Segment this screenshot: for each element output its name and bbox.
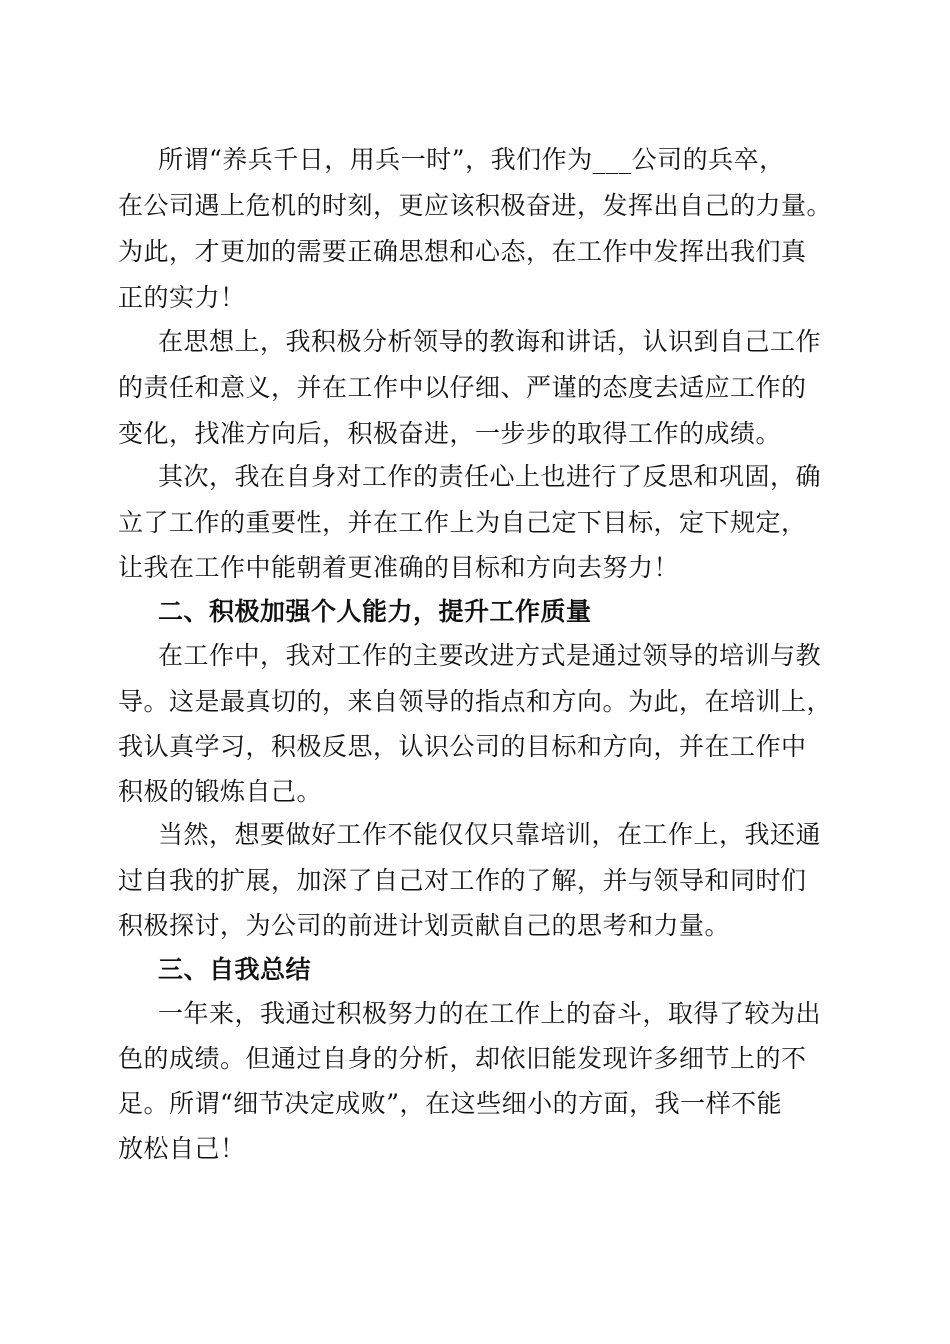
paragraph-line: 过自我的扩展，加深了自己对工作的了解，并与领导和同时们 (118, 866, 807, 895)
paragraph-line: 的责任和意义，并在工作中以仔细、严谨的态度去适应工作的 (118, 373, 807, 402)
paragraph-line: 积极的锻炼自己。 (118, 777, 323, 806)
paragraph-line: 让我在工作中能朝着更准确的目标和方向去努力！ (118, 553, 680, 582)
paragraph-line: 导。这是最真切的，来自领导的指点和方向。为此，在培训上， (118, 687, 833, 716)
paragraph-line: 色的成绩。但通过自身的分析，却依旧能发现许多细节上的不 (118, 1044, 807, 1073)
paragraph-line: 足。所谓“细节决定成败”，在这些细小的方面，我一样不能 (118, 1089, 783, 1118)
paragraph-line: 一年来，我通过积极努力的在工作上的奋斗，取得了较为出 (158, 999, 822, 1028)
paragraph-line: 在工作中，我对工作的主要改进方式是通过领导的培训与教 (158, 641, 822, 670)
paragraph-line: 放松自己！ (118, 1134, 246, 1163)
paragraph-line: 在思想上，我积极分析领导的教诲和讲话，认识到自己工作 (158, 327, 822, 356)
section-heading: 三、自我总结 (158, 955, 312, 984)
paragraph-line: 在公司遇上危机的时刻，更应该积极奋进，发挥出自己的力量。 (118, 191, 833, 220)
paragraph-line: 当然，想要做好工作不能仅仅只靠培训，在工作上，我还通 (158, 820, 822, 849)
paragraph-line: 正的实力！ (118, 283, 246, 312)
paragraph-line: 变化，找准方向后，积极奋进，一步步的取得工作的成绩。 (118, 419, 782, 448)
paragraph-line: 其次，我在自身对工作的责任心上也进行了反思和巩固，确 (158, 462, 822, 491)
paragraph-line: 积极探讨，为公司的前进计划贡献自己的思考和力量。 (118, 911, 731, 940)
paragraph-line: 为此，才更加的需要正确思想和心态，在工作中发挥出我们真 (118, 237, 807, 266)
paragraph-line: 所谓“养兵千日，用兵一时”，我们作为___公司的兵卒， (158, 145, 785, 174)
paragraph-line: 我认真学习，积极反思，认识公司的目标和方向，并在工作中 (118, 732, 807, 761)
paragraph-line: 立了工作的重要性，并在工作上为自己定下目标，定下规定， (118, 508, 807, 537)
section-heading: 二、积极加强个人能力，提升工作质量 (158, 597, 592, 626)
